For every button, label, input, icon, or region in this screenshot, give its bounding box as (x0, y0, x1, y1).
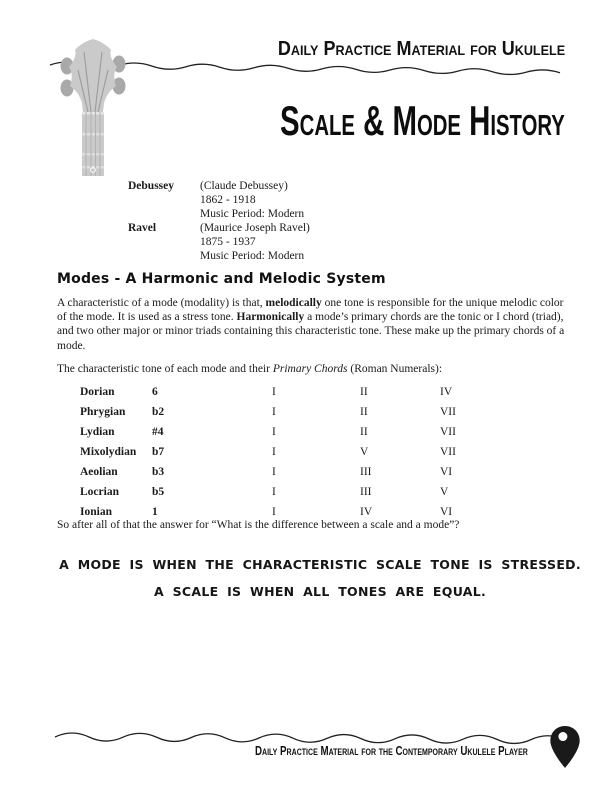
mode-row (80, 466, 456, 486)
mode-name: Dorian (80, 386, 115, 398)
composer-years: 1862 - 1918 (200, 194, 256, 206)
primary-chord-1: I (272, 406, 276, 418)
intro-paragraph (57, 296, 569, 353)
composer-entry (128, 179, 310, 221)
primary-chord-2: II (360, 426, 368, 438)
primary-chord-1: I (272, 466, 276, 478)
statement-mode: A MODE IS WHEN THE CHARACTERISTIC SCALE TONE IS STRESSED. (59, 557, 581, 572)
primary-chord-3: V (440, 486, 449, 498)
header-title: Daily Practice Material for Ukulele (277, 38, 565, 60)
composer-list (128, 179, 310, 263)
primary-chord-2: III (360, 466, 372, 478)
primary-chord-2: II (360, 406, 368, 418)
mode-row (80, 426, 456, 446)
mode-name: Phrygian (80, 406, 126, 418)
mode-name: Aeolian (80, 466, 118, 478)
primary-chord-3: VII (440, 406, 456, 418)
mode-name: Mixolydian (80, 446, 137, 458)
characteristic-tone: b2 (152, 406, 165, 418)
table-intro-text: (Roman Numerals): (347, 363, 443, 375)
primary-chord-1: I (272, 486, 276, 498)
footer-title: Daily Practice Material for the Contemporary Ukulele Player (255, 744, 528, 758)
mode-name: Locrian (80, 486, 119, 498)
emphasis-melodically: melodically (265, 297, 322, 309)
composer-name: Ravel (128, 222, 157, 234)
characteristic-tone: b5 (152, 486, 165, 498)
characteristic-tone: 6 (152, 386, 158, 398)
primary-chord-3: VII (440, 446, 456, 458)
characteristic-tone: b3 (152, 466, 165, 478)
table-intro (57, 363, 442, 375)
characteristic-tone: #4 (152, 426, 164, 438)
statement-scale: A SCALE IS WHEN ALL TONES ARE EQUAL. (153, 584, 487, 599)
primary-chords-italic: Primary Chords (272, 363, 348, 375)
primary-chord-3: VII (440, 426, 456, 438)
composer-details (200, 179, 304, 221)
composer-entry (128, 221, 310, 263)
composer-full-name: (Maurice Joseph Ravel) (200, 222, 310, 234)
primary-chord-2: III (360, 486, 372, 498)
question-line: So after all of that the answer for “What is the difference between a scale and a mode”? (57, 519, 460, 531)
pin-logo-icon (549, 725, 581, 769)
composer-years: 1875 - 1937 (200, 236, 256, 248)
composer-name: Debussey (128, 180, 175, 192)
mode-row (80, 406, 456, 426)
primary-chord-1: I (272, 446, 276, 458)
emphasis-harmonically: Harmonically (236, 311, 305, 324)
composer-period: Music Period: Modern (200, 208, 305, 220)
page-title: Scale & Mode History (280, 97, 565, 144)
paragraph-text: a mode’s primary chords are the tonic or I chord (triad), and two other major or minor triads containing this characteristic tone. These make up the primary chords of a mode. (57, 311, 565, 352)
table-intro-text: The characteristic tone of each mode and their (57, 363, 273, 375)
section-heading: Modes - A Harmonic and Melodic System (57, 271, 386, 287)
primary-chord-3: VI (440, 506, 453, 518)
mode-row (80, 386, 456, 406)
mode-name: Ionian (80, 506, 112, 518)
characteristic-tone: b7 (152, 446, 165, 458)
paragraph-text: A characteristic of a mode (modality) is that, (57, 297, 266, 309)
primary-chord-3: VI (440, 466, 453, 478)
characteristic-tone: 1 (152, 506, 158, 518)
composer-period: Music Period: Modern (200, 250, 305, 262)
primary-chord-3: IV (440, 386, 453, 398)
modes-table (80, 386, 456, 526)
composer-details (200, 221, 310, 263)
mode-name: Lydian (80, 426, 115, 438)
paragraph-text: one tone is responsible for the unique melodic color of the mode. It is used as a stress tone. (57, 297, 564, 324)
ukulele-headstock-graphic (60, 36, 126, 176)
primary-chord-2: II (360, 386, 368, 398)
headstock-shape (69, 39, 117, 112)
primary-chord-2: IV (360, 506, 373, 518)
mode-row (80, 486, 456, 506)
primary-chord-1: I (272, 386, 276, 398)
primary-chord-1: I (272, 426, 276, 438)
primary-chord-2: V (360, 446, 369, 458)
composer-full-name: (Claude Debussey) (200, 180, 288, 192)
primary-chord-1: I (272, 506, 276, 518)
mode-row (80, 446, 456, 466)
